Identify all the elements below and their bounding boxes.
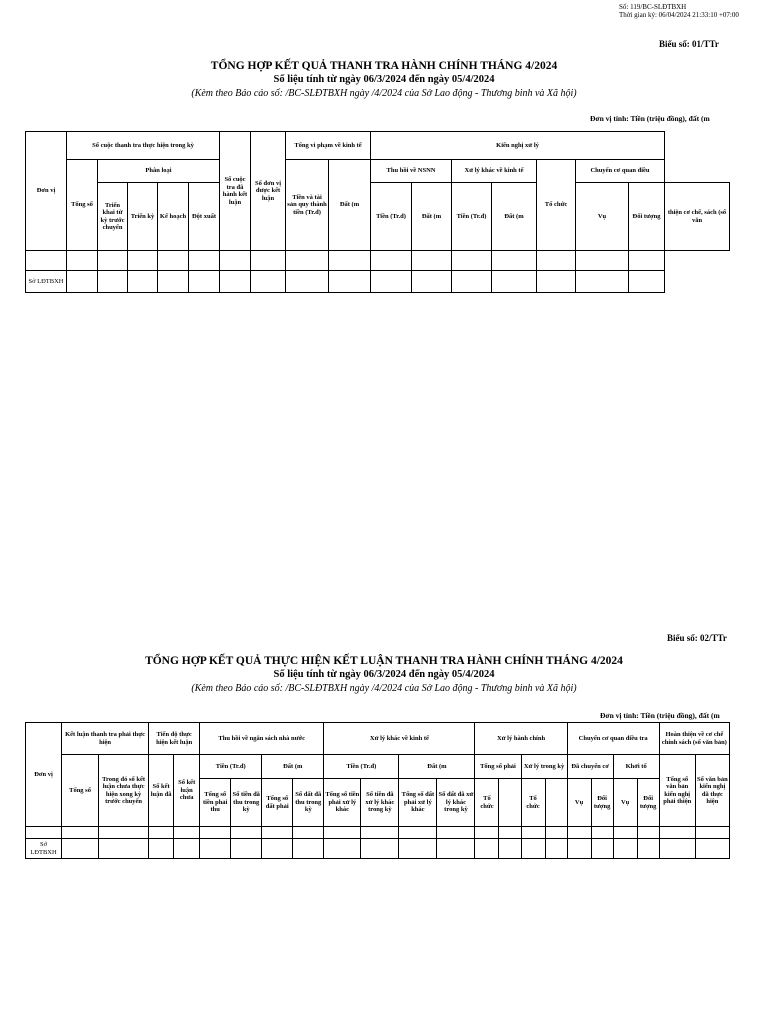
header-tien-xu-ly: Tiền (Tr.đ) xyxy=(452,183,492,251)
header-xu-ly-hanh-chinh: Xử lý hành chính xyxy=(475,723,567,755)
header-don-vi: Đơn vị xyxy=(26,132,67,251)
header-thu-hoi-2: Thu hồi về ngân sách nhà nước xyxy=(200,723,324,755)
header-so-tien-da-xl: Số tiền đã xử lý khác trong kỳ xyxy=(361,779,399,827)
header-chuyen-co-quan-2: Chuyển cơ quan điều tra xyxy=(567,723,659,755)
header-tong-so-phai: Tổng số phải xyxy=(475,755,521,779)
report-2-note: (Kèm theo Báo cáo số: /BC-SLĐTBXH ngày /4/2024 của Sở Lao động - Thương binh và Xã hội) xyxy=(191,683,577,694)
header-so-kl-da: Số kết luận đã xyxy=(149,755,174,827)
header-so-dat-da-thu: Số đất đã thu trong kỳ xyxy=(293,779,324,827)
header-khoi-to: Khởi tố xyxy=(613,755,659,779)
doc-number: Số: 119/BC-SLĐTBXH xyxy=(619,3,687,11)
header-dat-xu-ly: Đất (m xyxy=(492,183,537,251)
header-so-cuoc-da: Số cuộc tra đã hành kết luận xyxy=(220,132,251,251)
header-hoan-thien: thiện cơ chế, sách (số văn xyxy=(665,183,730,251)
header-doi-tuong-b: Đối tượng xyxy=(637,779,659,827)
report-1-unit: Đơn vị tính: Tiền (triệu đồng), đất (m xyxy=(590,114,710,123)
header-so-dat-da-xl: Số đất đã xử lý khác trong kỳ xyxy=(437,779,475,827)
table-row xyxy=(26,251,730,271)
header-hoan-thien-2: Hoàn thiện về cơ chế chính sách (số văn bản) xyxy=(659,723,729,755)
report-1-subtitle: Số liệu tính từ ngày 06/3/2024 đến ngày 05/4/2024 xyxy=(273,74,495,85)
header-dot-xuat: Đột xuất xyxy=(189,183,220,251)
header-tong-vi-pham: Tổng vi phạm về kinh tế xyxy=(286,132,371,160)
header-vu-b: Vụ xyxy=(613,779,637,827)
header-so-kl-chua: Số kết luận chưa xyxy=(174,755,200,827)
report-2-unit: Đơn vị tính: Tiền (triệu đồng), đất (m xyxy=(600,711,720,720)
report-2-title: TỔNG HỢP KẾT QUẢ THỰC HIỆN KẾT LUẬN THANH TRA HÀNH CHÍNH THÁNG 4/2024 xyxy=(145,655,623,667)
row-label-so-ldtbxh-2: Sở LĐTBXH xyxy=(26,839,62,859)
header-trong-do: Trong đó số kết luận chưa thực hiện xong kỳ trước chuyển xyxy=(99,755,149,827)
header-dat-xu-ly-2: Đất (m xyxy=(399,755,475,779)
table-row xyxy=(26,839,730,859)
header-ke-hoach: Kế hoạch xyxy=(158,183,189,251)
row-label-so-ldtbxh: Sở LĐTBXH xyxy=(26,271,67,293)
header-thu-hoi: Thu hồi về NSNN xyxy=(371,160,452,183)
header-dat-thu-hoi: Đất (m xyxy=(412,183,452,251)
header-tong-so-tien-phai-xl: Tổng số tiền phải xử lý khác xyxy=(324,779,361,827)
header-doi-tuong-a: Đối tượng xyxy=(591,779,613,827)
header-ket-luan: Kết luận thanh tra phải thực hiện xyxy=(62,723,149,755)
header-dat: Đất (m xyxy=(329,160,371,251)
header-tien-tai-san: Tiền và tài sản quy thành tiền (Tr.đ) xyxy=(286,160,329,251)
header-blank-a xyxy=(499,779,521,827)
header-tien-thu-hoi-2: Tiền (Tr.đ) xyxy=(200,755,262,779)
header-tong-so-vb: Tổng số văn bản kiến nghị phải thiện xyxy=(659,755,695,827)
header-tong-so-tien-phai-thu: Tổng số tiền phải thu xyxy=(200,779,231,827)
header-to-chuc: Tổ chức xyxy=(537,160,576,251)
header-da-chuyen: Đã chuyển cơ xyxy=(567,755,613,779)
form-number-1: Biểu số: 01/TTr xyxy=(659,39,719,49)
form-number-2: Biểu số: 02/TTr xyxy=(667,633,727,643)
header-so-don-vi: Số đơn vị được kết luận xyxy=(251,132,286,251)
table-row xyxy=(26,271,730,293)
report-1-table xyxy=(25,131,730,293)
header-xu-ly-trong-ky: Xử lý trong kỳ xyxy=(521,755,567,779)
header-phan-loai: Phân loại xyxy=(98,160,220,183)
header-tong-so-dat-phai: Tổng số đất phải xyxy=(262,779,293,827)
signing-time: Thời gian ký: 06/04/2024 21:33:10 +07:00 xyxy=(619,11,739,19)
report-2-subtitle: Số liệu tính từ ngày 06/3/2024 đến ngày 05/4/2024 xyxy=(273,669,495,680)
header-xu-ly-khac: Xử lý khác về kinh tế xyxy=(452,160,537,183)
header-don-vi-2: Đơn vị xyxy=(26,723,62,827)
header-trien-ky: Triển kỳ xyxy=(128,183,158,251)
header-vu: Vụ xyxy=(576,183,629,251)
header-blank-b xyxy=(545,779,567,827)
header-chuyen-co-quan: Chuyển cơ quan điều xyxy=(576,160,665,183)
header-tien-do: Tiến độ thực hiện kết luận xyxy=(149,723,200,755)
header-kien-nghi: Kiến nghị xử lý xyxy=(371,132,665,160)
header-dat-thu-hoi-2: Đất (m xyxy=(262,755,324,779)
header-trien-khai: Triển khai từ kỳ trước chuyển xyxy=(98,183,128,251)
header-tong-so-dat-phai-xl: Tổng số đất phải xử lý khác xyxy=(399,779,437,827)
report-2-table xyxy=(25,722,730,859)
header-so-tien-da-thu: Số tiền đã thu trong kỳ xyxy=(231,779,262,827)
header-to-chuc-a: Tổ chức xyxy=(475,779,499,827)
report-1-title: TỔNG HỢP KẾT QUẢ THANH TRA HÀNH CHÍNH THÁNG 4/2024 xyxy=(210,60,558,72)
header-so-vb-da: Số văn bản kiến nghị đã thực hiện xyxy=(695,755,729,827)
header-tien-xu-ly-2: Tiền (Tr.đ) xyxy=(324,755,399,779)
header-tong-so: Tổng số xyxy=(67,160,98,251)
header-doi-tuong: Đối tượng xyxy=(629,183,665,251)
header-so-cuoc: Số cuộc thanh tra thực hiện trong kỳ xyxy=(67,132,220,160)
report-1-note: (Kèm theo Báo cáo số: /BC-SLĐTBXH ngày /4/2024 của Sở Lao động - Thương binh và Xã hội) xyxy=(191,88,577,99)
header-vu-a: Vụ xyxy=(567,779,591,827)
table-row xyxy=(26,827,730,839)
header-tong-so-2: Tổng số xyxy=(62,755,99,827)
header-tien-thu-hoi: Tiền (Tr.đ) xyxy=(371,183,412,251)
header-xu-ly-khac-2: Xử lý khác về kinh tế xyxy=(324,723,475,755)
header-to-chuc-b: Tổ chức xyxy=(521,779,545,827)
